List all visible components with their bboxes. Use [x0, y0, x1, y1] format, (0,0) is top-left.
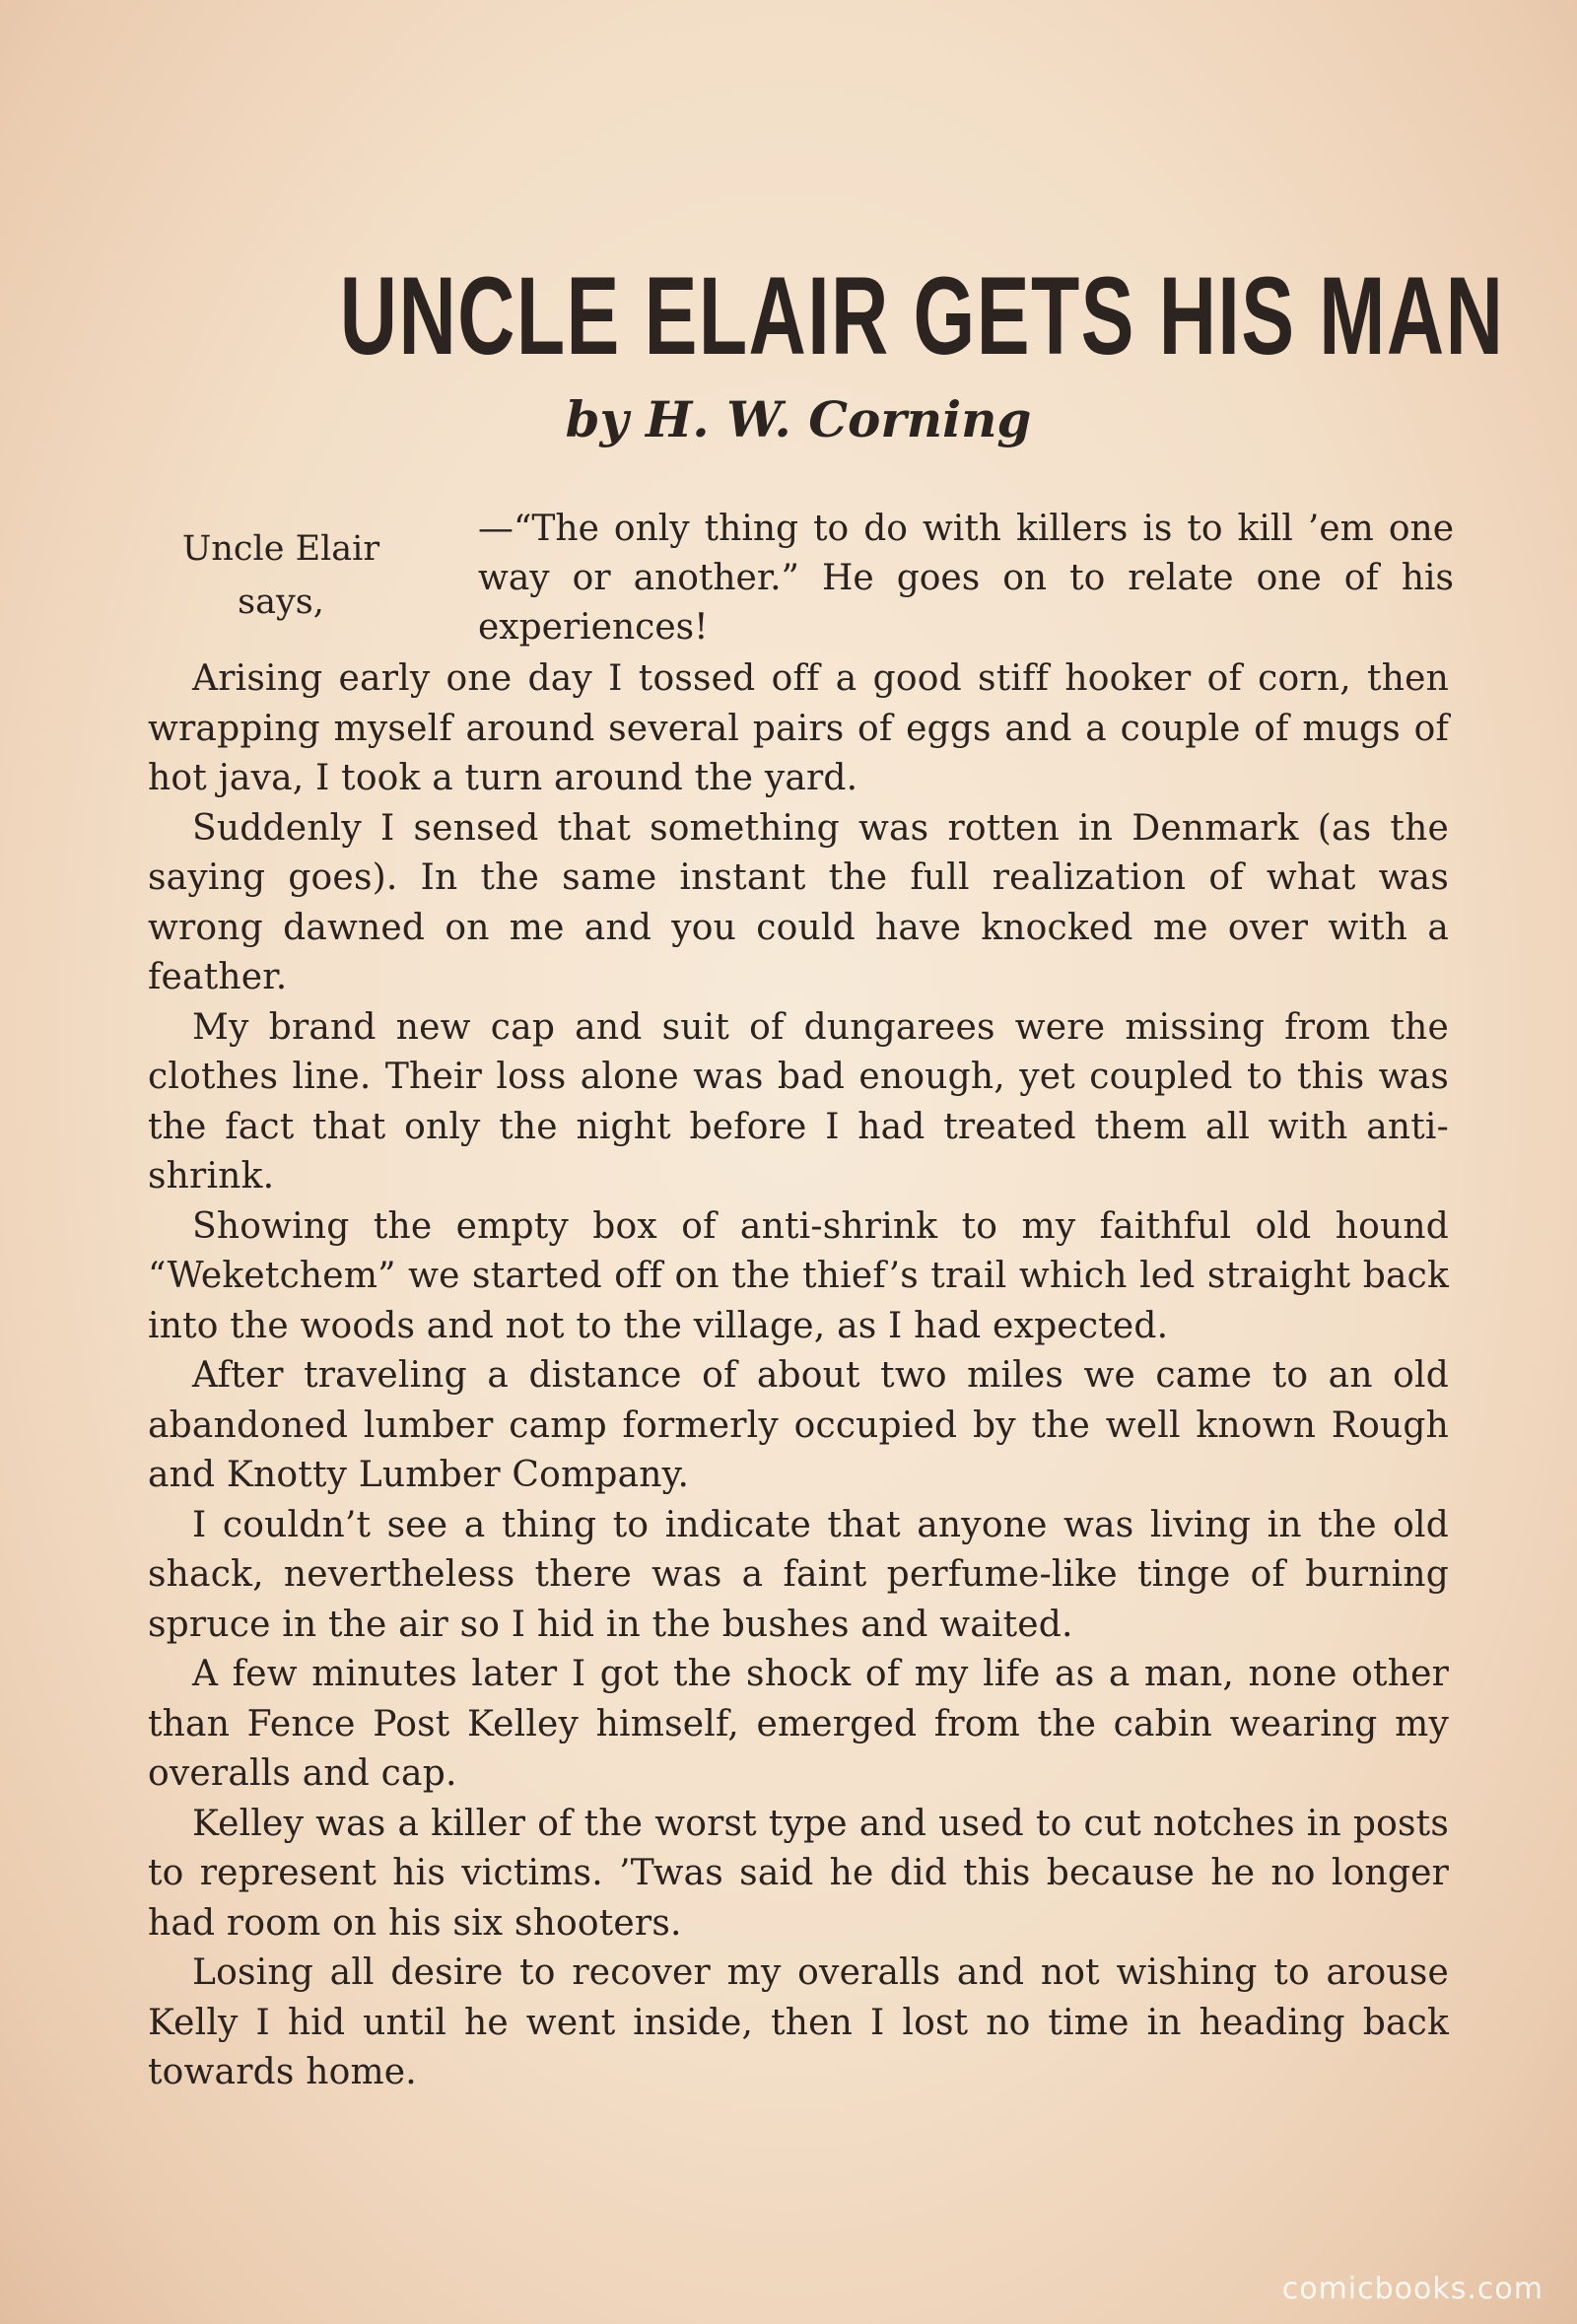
story-page [148, 0, 1505, 2324]
paragraph: Suddenly I sensed that something was rotten in Denmark (as the saying goes). In the same instant the full realization of what was wrong dawned on me and you could have knocked me over with a feather. [148, 807, 1449, 997]
byline: by H. W. Corning [565, 390, 1032, 448]
watermark: comicbooks.com [1281, 2272, 1543, 2306]
paragraph: Arising early one day I tossed off a good stiff hooker of corn, then wrapping myself around several pairs of eggs and a couple of mugs of hot java, I took a turn around the yard. [148, 658, 1449, 798]
story-title: UNCLE ELAIR GETS HIS MAN [339, 254, 1505, 378]
intro-text: —“The only thing to do with killers is to kill ’em one way or another.” He goes on to relate one of his experiences! [478, 509, 1454, 648]
intro-label: Uncle Elair says, [181, 529, 380, 622]
paragraph: My brand new cap and suit of dungarees were missing from the clothes line. Their loss alone was bad enough, yet coupled to this was the fact that only the night before I had treated them all with anti-shrink. [148, 1006, 1449, 1196]
paragraph: A few minutes later I got the shock of my life as a man, none other than Fence Post Kelley himself, emerged from the cabin wearing my overalls and cap. [148, 1654, 1449, 1794]
story-body [148, 654, 1449, 2098]
paragraph: After traveling a distance of about two miles we came to an old abandoned lumber camp formerly occupied by the well known Rough and Knotty Lumber Company. [148, 1355, 1449, 1495]
paragraph: Showing the empty box of anti-shrink to my faithful old hound “Weketchem” we started off on the thief’s trail which led straight back into the woods and not to the village, as I had expected. [148, 1205, 1449, 1346]
paragraph: Kelley was a killer of the worst type and used to cut notches in posts to represent his victims. ’Twas said he did this because he no longer had room on his six shooters. [148, 1803, 1449, 1944]
paragraph: Losing all desire to recover my overalls and not wishing to arouse Kelly I hid until he went inside, then I lost no time in heading back towards home. [148, 1952, 1449, 2092]
paragraph: I couldn’t see a thing to indicate that anyone was living in the old shack, nevertheless there was a faint perfume-like tinge of burning spruce in the air so I hid in the bushes and waited. [148, 1504, 1449, 1645]
